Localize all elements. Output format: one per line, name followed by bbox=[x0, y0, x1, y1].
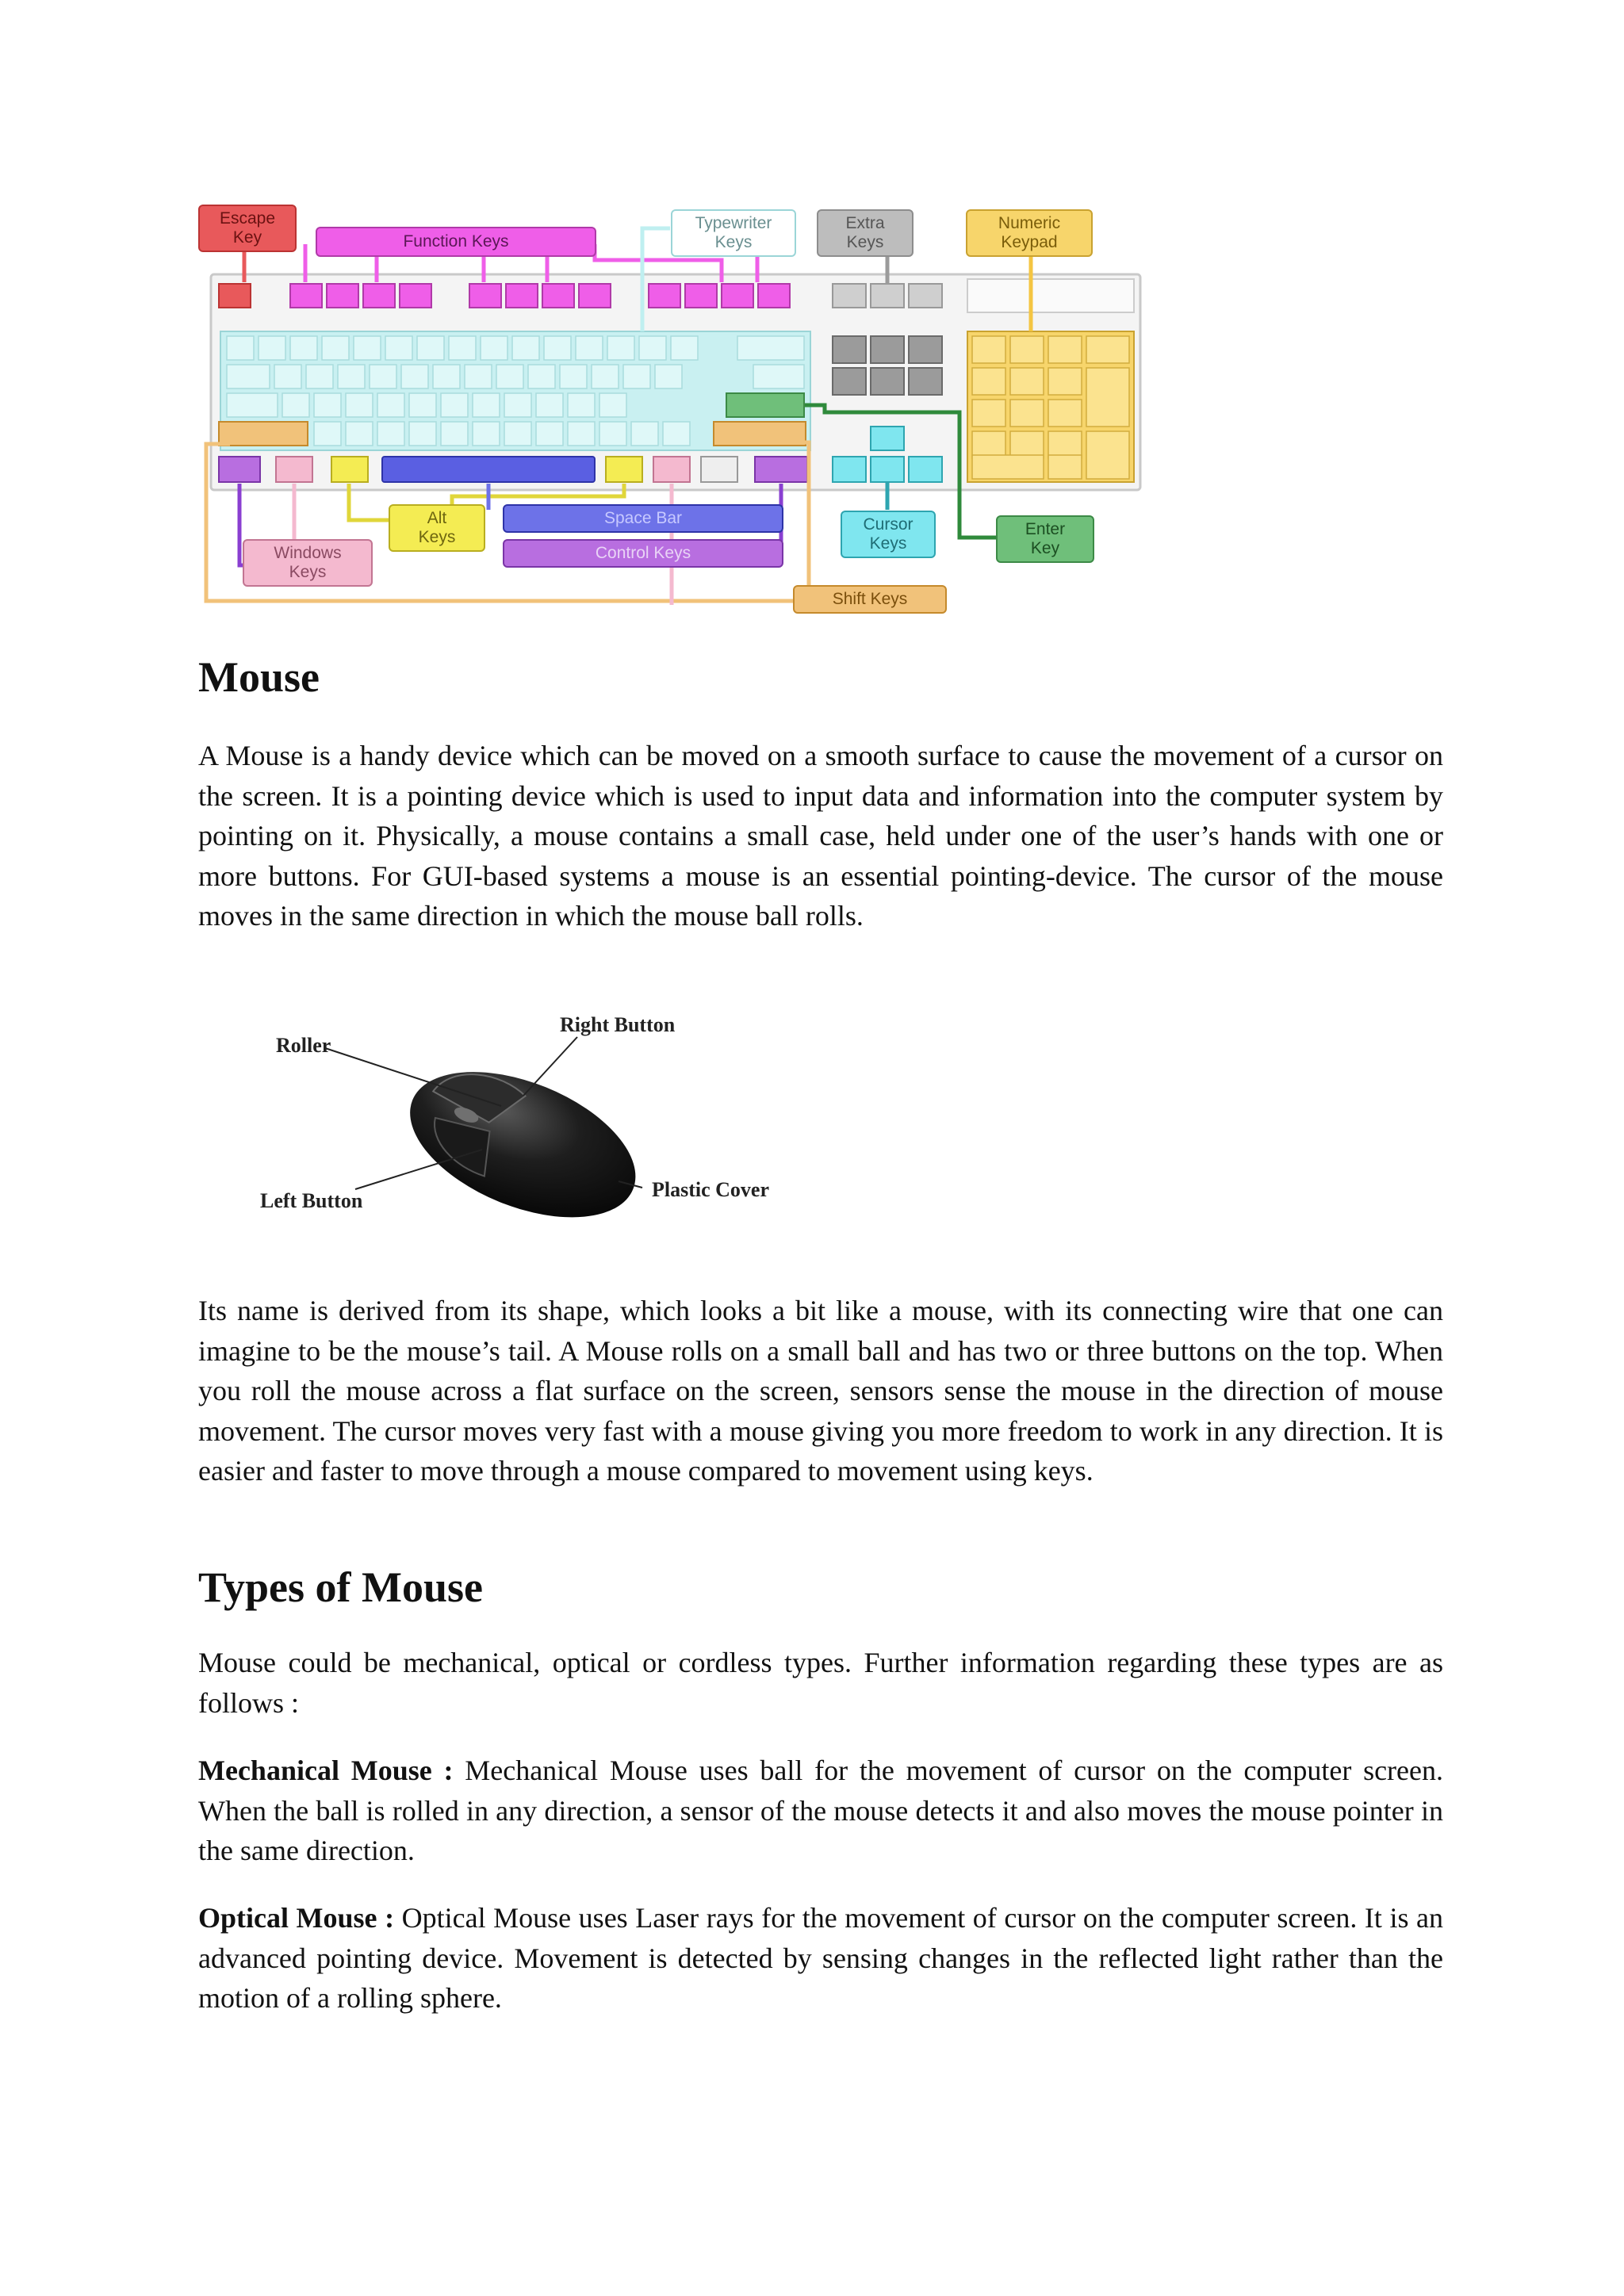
callout-shift-keys: Shift Keys bbox=[793, 585, 947, 614]
callout-enter-key: Enter Key bbox=[996, 515, 1094, 563]
optical-mouse-paragraph bbox=[198, 1898, 1443, 2019]
mechanical-mouse-paragraph bbox=[198, 1751, 1443, 1871]
callout-alt-keys: Alt Keys bbox=[389, 504, 485, 552]
section-heading-types-of-mouse: Types of Mouse bbox=[198, 1563, 483, 1611]
keyboard-diagram bbox=[198, 205, 1147, 617]
mechanical-mouse-term: Mechanical Mouse : bbox=[198, 1755, 454, 1786]
callout-typewriter-keys: Typewriter Keys bbox=[671, 209, 796, 257]
callout-escape-key: Escape Key bbox=[198, 205, 297, 252]
mechanical-mouse-text: Mechanical Mouse uses ball for the movement of cursor on the computer screen. When the ball is rolled in any direction, a sensor of the mouse detects it and also moves the mouse pointer in the same direction. bbox=[198, 1755, 1444, 1866]
callout-cursor-keys: Cursor Keys bbox=[841, 511, 936, 558]
callout-numeric-keypad: Numeric Keypad bbox=[966, 209, 1093, 257]
callout-function-keys: Function Keys bbox=[316, 227, 596, 257]
mouse-name-origin-paragraph: Its name is derived from its shape, which looks a bit like a mouse, with its connecting wire that one can imagine to be the mouse’s tail. A Mouse rolls on a small ball and has two or three buttons on the top. When you roll the mouse across a flat surface on the screen, sensors sense the mouse in the direction of mouse movement. The cursor moves very fast with a mouse giving you more freedom to work in any direction. It is easier and faster to move through a mouse compared to movement using keys. bbox=[198, 1295, 1443, 1487]
callout-windows-keys: Windows Keys bbox=[243, 539, 373, 587]
mouse-label-left-button: Left Button bbox=[260, 1189, 363, 1212]
mouse-diagram bbox=[246, 1007, 801, 1237]
mouse-description-paragraph: A Mouse is a handy device which can be moved on a smooth surface to cause the movement of a cursor on the screen. It is a pointing device which is used to input data and information into the computer system by pointing on it. Physically, a mouse contains a small case, held under one of the user’s hands with one or more buttons. For GUI-based systems a mouse is an essential pointing-device. The cursor of the mouse moves in the same direction in which the mouse ball rolls. bbox=[198, 740, 1443, 932]
section-heading-mouse: Mouse bbox=[198, 653, 320, 701]
optical-mouse-term: Optical Mouse : bbox=[198, 1902, 395, 1934]
callout-space-bar: Space Bar bbox=[503, 504, 783, 533]
mouse-label-roller: Roller bbox=[276, 1034, 331, 1057]
mouse-label-plastic-cover: Plastic Cover bbox=[652, 1178, 770, 1201]
mouse-label-right-button: Right Button bbox=[560, 1013, 676, 1036]
callout-control-keys: Control Keys bbox=[503, 539, 783, 568]
types-intro-paragraph: Mouse could be mechanical, optical or cordless types. Further information regarding these types are as follows : bbox=[198, 1647, 1443, 1719]
callout-extra-keys: Extra Keys bbox=[817, 209, 914, 257]
optical-mouse-text: Optical Mouse uses Laser rays for the movement of cursor on the computer screen. It is an advanced pointing device. Movement is detected by sensing changes in the reflected light rather than the motion of a rolling sphere. bbox=[198, 1902, 1443, 2014]
